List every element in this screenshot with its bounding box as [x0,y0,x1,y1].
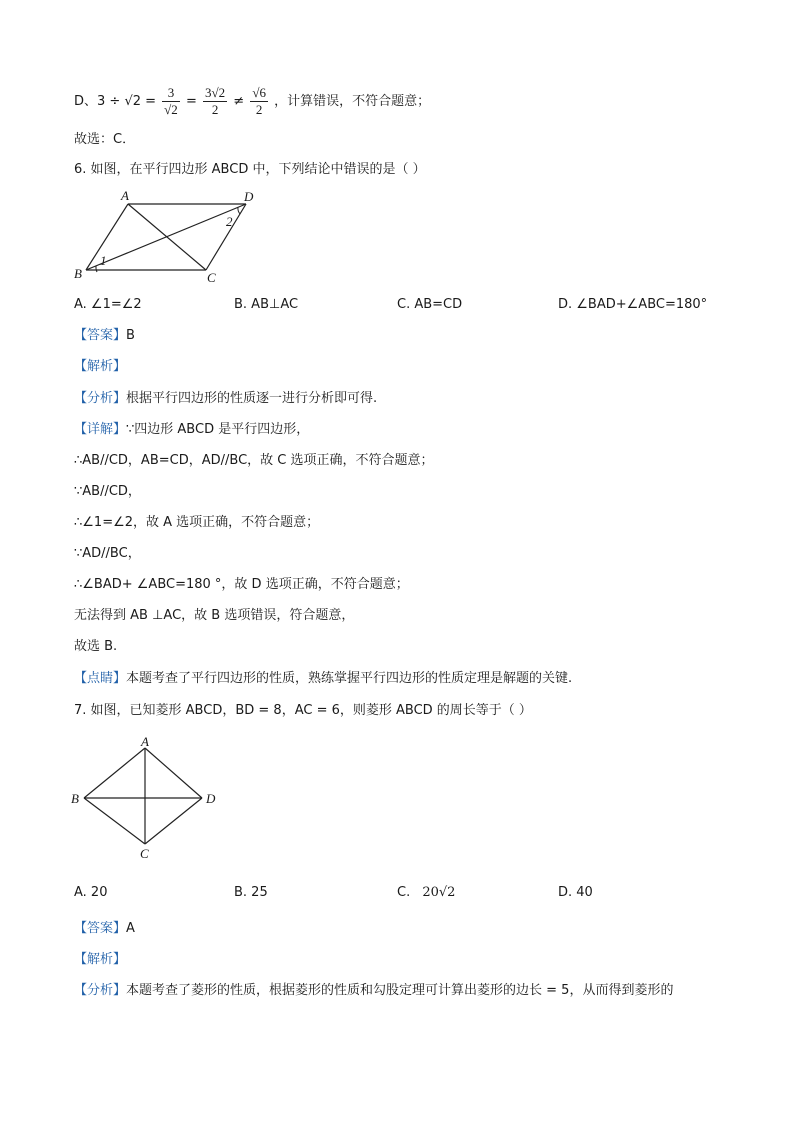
fraction-3: $\frac{√6}{2}$ [252,85,266,117]
q7-rhombus-figure [66,734,236,862]
q7-option-c-prefix: C. [397,885,411,900]
section-tag: 【详解】 [74,422,127,437]
section-tag: 【点睛】 [74,671,127,686]
q7-answer: 【答案】A [74,921,135,936]
section-tag: 【解析】 [74,359,127,374]
q6-step-6: 无法得到 AB ⊥AC，故 B 选项错误，符合题意， [74,608,355,623]
q7-option-d: D. 40 [558,885,593,900]
q6-option-a: A. ∠1=∠2 [74,297,142,312]
q6-step-3: ∴∠1=∠2，故 A 选项正确，不符合题意； [74,515,320,530]
fraction-2: $\frac{3√2}{2}$ [205,85,226,117]
label-A: A [141,734,149,749]
q5-choose: 故选：C． [74,132,136,147]
q6-dianjing: 【点睛】本题考查了平行四边形的性质，熟练掌握平行四边形的性质定理是解题的关键. [74,671,573,686]
q6-option-b: B. AB⊥AC [234,297,299,312]
q6-parallelogram-figure [66,186,266,286]
label-B: B [71,791,79,806]
q6-stem: 6. 如图，在平行四边形 ABCD 中，下列结论中错误的是（ ） [74,162,426,177]
fraction-1: $\frac{3}{√2}$ [164,85,178,117]
q5d-suffix: ，计算错误，不符合题意； [274,94,431,109]
q5-option-d [74,82,430,122]
angle-1-label: 1 [100,253,107,268]
label-C: C [140,846,149,861]
label-D: D [206,791,216,806]
q7-option-a: A. 20 [74,885,108,900]
q7-analysis-head [74,951,126,969]
q6-step-1: ∴AB//CD，AB=CD，AD//BC，故 C 选项正确，不符合题意； [74,453,434,468]
q6-analysis-head [74,358,126,376]
q7-fenxi: 【分析】本题考查了菱形的性质，根据菱形的性质和勾股定理可计算出菱形的边长 = 5，从而得到菱形的 [74,983,674,998]
q6-fenxi: 【分析】根据平行四边形的性质逐一进行分析即可得. [74,391,378,406]
angle-2-label: 2 [226,214,233,229]
not-equal-sign: ≠ [233,94,245,109]
q6-answer: 【答案】B [74,328,135,343]
section-tag: 【分析】 [74,391,127,406]
q6-choose: 故选 B. [74,639,118,654]
q7-option-b: B. 25 [234,885,268,900]
label-A: A [121,188,129,203]
q6-option-d: D. ∠BAD+∠ABC=180° [558,297,708,312]
label-C: C [207,270,216,285]
label-D: D [244,189,254,204]
q6-step-5: ∴∠BAD+ ∠ABC=180 °，故 D 选项正确，不符合题意； [74,577,409,592]
q7-option-c [397,884,455,902]
q6-step-4: ∵AD//BC， [74,546,141,561]
section-tag: 【答案】 [74,921,127,936]
section-tag: 【解析】 [74,952,127,967]
q5d-prefix: D、3 ÷ √2 = [74,94,157,109]
equals-sign: = [185,94,197,109]
section-tag: 【答案】 [74,328,127,343]
q7-stem: 7. 如图，已知菱形 ABCD，BD = 8，AC = 6，则菱形 ABCD 的周长等于（ ） [74,703,532,718]
label-B: B [74,266,82,281]
q6-option-c: C. AB=CD [397,297,463,312]
section-tag: 【分析】 [74,983,127,998]
q6-step-2: ∵AB//CD， [74,484,141,499]
q7-option-c-value: 20√2 [422,885,456,900]
q6-xiangjie: 【详解】∵四边形 ABCD 是平行四边形， [74,422,310,437]
